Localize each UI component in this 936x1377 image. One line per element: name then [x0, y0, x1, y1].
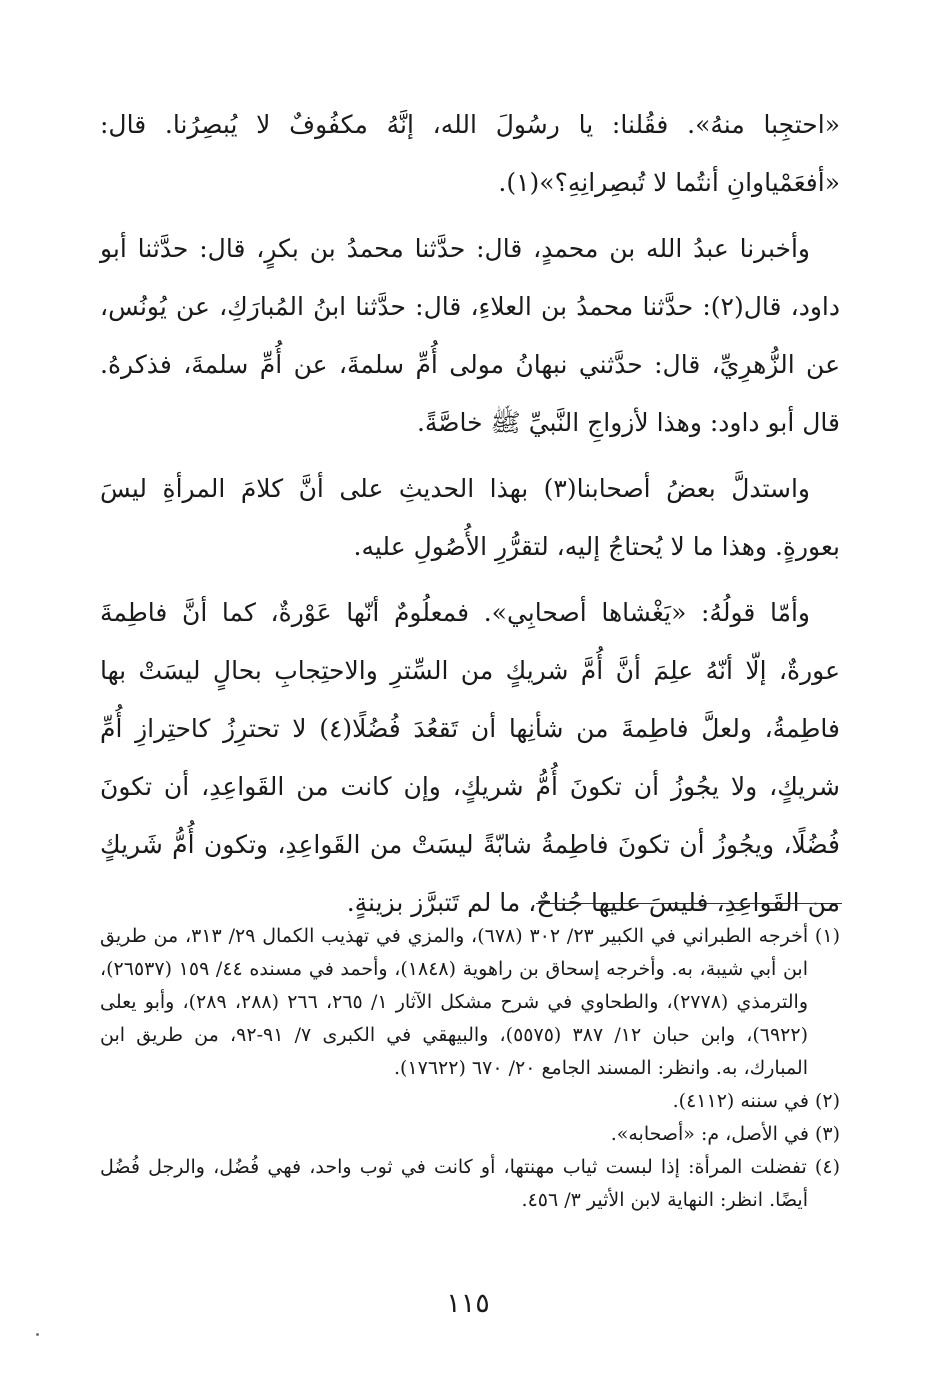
main-text: [100, 96, 840, 940]
paragraph-3: واستدلَّ بعضُ أصحابنا(٣) بهذا الحديثِ على أنَّ كلامَ المرأةِ ليسَ بعورةٍ. وهذا ما لا يُحتاجُ إليه، لتقرُّرِ الأُصُولِ عليه.: [100, 474, 840, 561]
paragraph-2: وأخبرنا عبدُ الله بن محمدٍ، قال: حدَّثنا محمدُ بن بكرٍ، قال: حدَّثنا أبو داود، قال(٢): حدَّثنا محمدُ بن العلاءِ، قال: حدَّثنا ابنُ المُبارَكِ، عن يُونُس، عن الزُّهرِيِّ، قال: حدَّثني نبهانُ مولى أُمِّ سلمةَ، عن أُمِّ سلمةَ، فذكرهُ. قال أبو داود: وهذا لأزواجِ النَّبيِّ ﷺ خاصَّةً.: [100, 234, 840, 437]
footnote-separator: [536, 903, 842, 904]
footnotes: [100, 920, 840, 1217]
page-number: ١١٥: [446, 1288, 490, 1319]
scan-speck: [36, 1333, 39, 1336]
footnote-4: (٤) تفضلت المرأة: إذا لبست ثياب مهنتها، أو كانت في ثوب واحد، فهي فُضُل، والرجل فُضُل أيضًا. انظر: النهاية لابن الأثير ٣/ ٤٥٦.: [100, 1156, 840, 1211]
paragraph-1: «احتجِبا منهُ». فقُلنا: يا رسُولَ الله، إنَّهُ مكفُوفٌ لا يُبصِرُنا. قال: «أفعَمْياوانِ أنتُما لا تُبصِرانِهِ؟»(١).: [100, 110, 840, 197]
footnote-3: (٣) في الأصل، م: «أصحابه».: [610, 1123, 840, 1145]
footnote-2: (٢) في سننه (٤١١٢).: [672, 1090, 840, 1112]
footnote-1: (١) أخرجه الطبراني في الكبير ٢٣/ ٣٠٢ (٦٧٨)، والمزي في تهذيب الكمال ٢٩/ ٣١٣، من طريق ابن أبي شيبة، به. وأخرجه إسحاق بن راهوية (١٨٤٨)، وأحمد في مسنده ٤٤/ ١٥٩ (٢٦٥٣٧)، والترمذي (٢٧٧٨)، والطحاوي في شرح مشكل الآثار ١/ ٢٦٥، ٢٦٦ (٢٨٨، ٢٨٩)، وأبو يعلى (٦٩٢٢)، وابن حبان ١٢/ ٣٨٧ (٥٥٧٥)، والبيهقي في الكبرى ٧/ ٩١-٩٢، من طريق ابن المبارك، به. وانظر: المسند الجامع ٢٠/ ٦٧٠ (١٧٦٢٢).: [100, 925, 840, 1079]
paragraph-4: وأمّا قولُهُ: «يَغْشاها أصحابِي». فمعلُومٌ أنّها عَوْرةٌ، كما أنَّ فاطِمةَ عورةٌ، إلّا أنّهُ علِمَ أنَّ أُمَّ شريكٍ من السِّترِ والاحتِجابِ بحالٍ ليسَتْ بها فاطِمةُ، ولعلَّ فاطِمةَ من شأنِها أن تَقعُدَ فُضُلًا(٤) لا تحترِزُ كاحتِرازِ أُمِّ شريكٍ، ولا يجُوزُ أن تكونَ أُمُّ شريكٍ، وإن كانت من القَواعِدِ، أن تكونَ فُضُلًا، ويجُوزُ أن تكونَ فاطِمةُ شابّةً ليسَتْ من القَواعِدِ، وتكون أُمُّ شَريكٍ من القَواعِدِ، فليسَ عليها جُناحٌ، ما لم تَتبرَّز بزينةٍ.: [100, 598, 840, 917]
